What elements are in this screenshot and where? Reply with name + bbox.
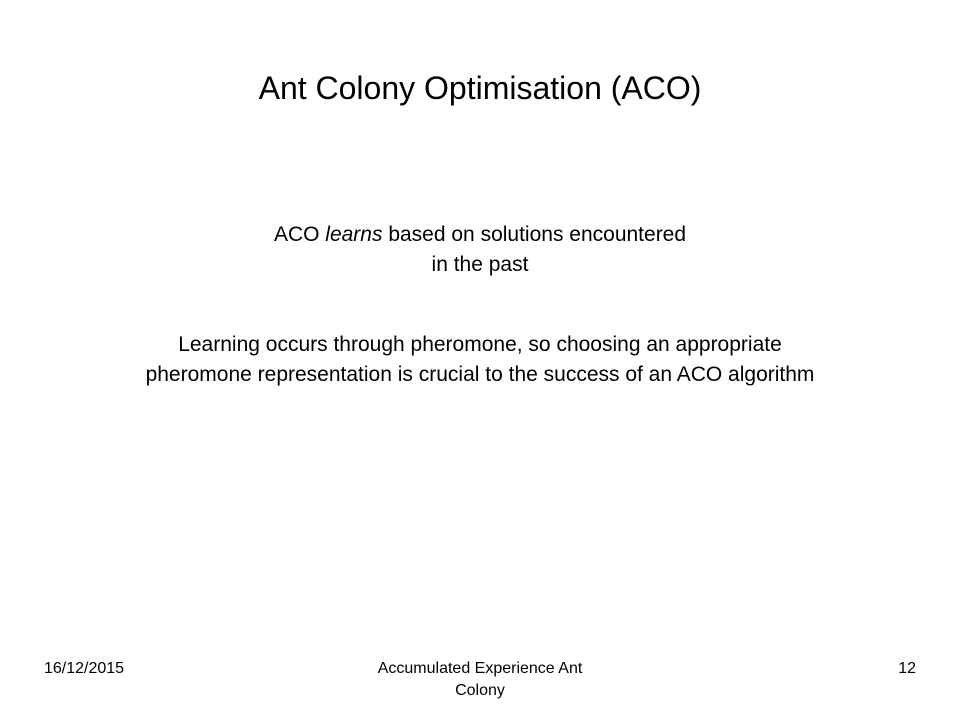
slide-title: Ant Colony Optimisation (ACO)	[258, 70, 702, 106]
paragraph-pheromone-line1: Learning occurs through pheromone, so choosing an appropriate	[178, 333, 782, 356]
text-prefix: ACO	[273, 223, 326, 246]
paragraph-pheromone-line2: pheromone representation is crucial to the success of an ACO algorithm	[145, 363, 815, 386]
emphasis-learns: learns	[325, 223, 383, 246]
footer-title-line2: Colony	[455, 682, 505, 699]
paragraph-aco-learns-line2: in the past	[431, 253, 529, 276]
footer-title-line1: Accumulated Experience Ant	[377, 660, 583, 677]
paragraph-aco-learns	[0, 220, 960, 280]
paragraph-pheromone	[0, 330, 960, 390]
footer-date: 16/12/2015	[44, 660, 125, 677]
footer-title	[320, 658, 640, 702]
paragraph-aco-learns-line1	[0, 220, 960, 250]
text-suffix: based on solutions encountered	[382, 223, 687, 246]
footer-page-number: 12	[898, 660, 916, 677]
